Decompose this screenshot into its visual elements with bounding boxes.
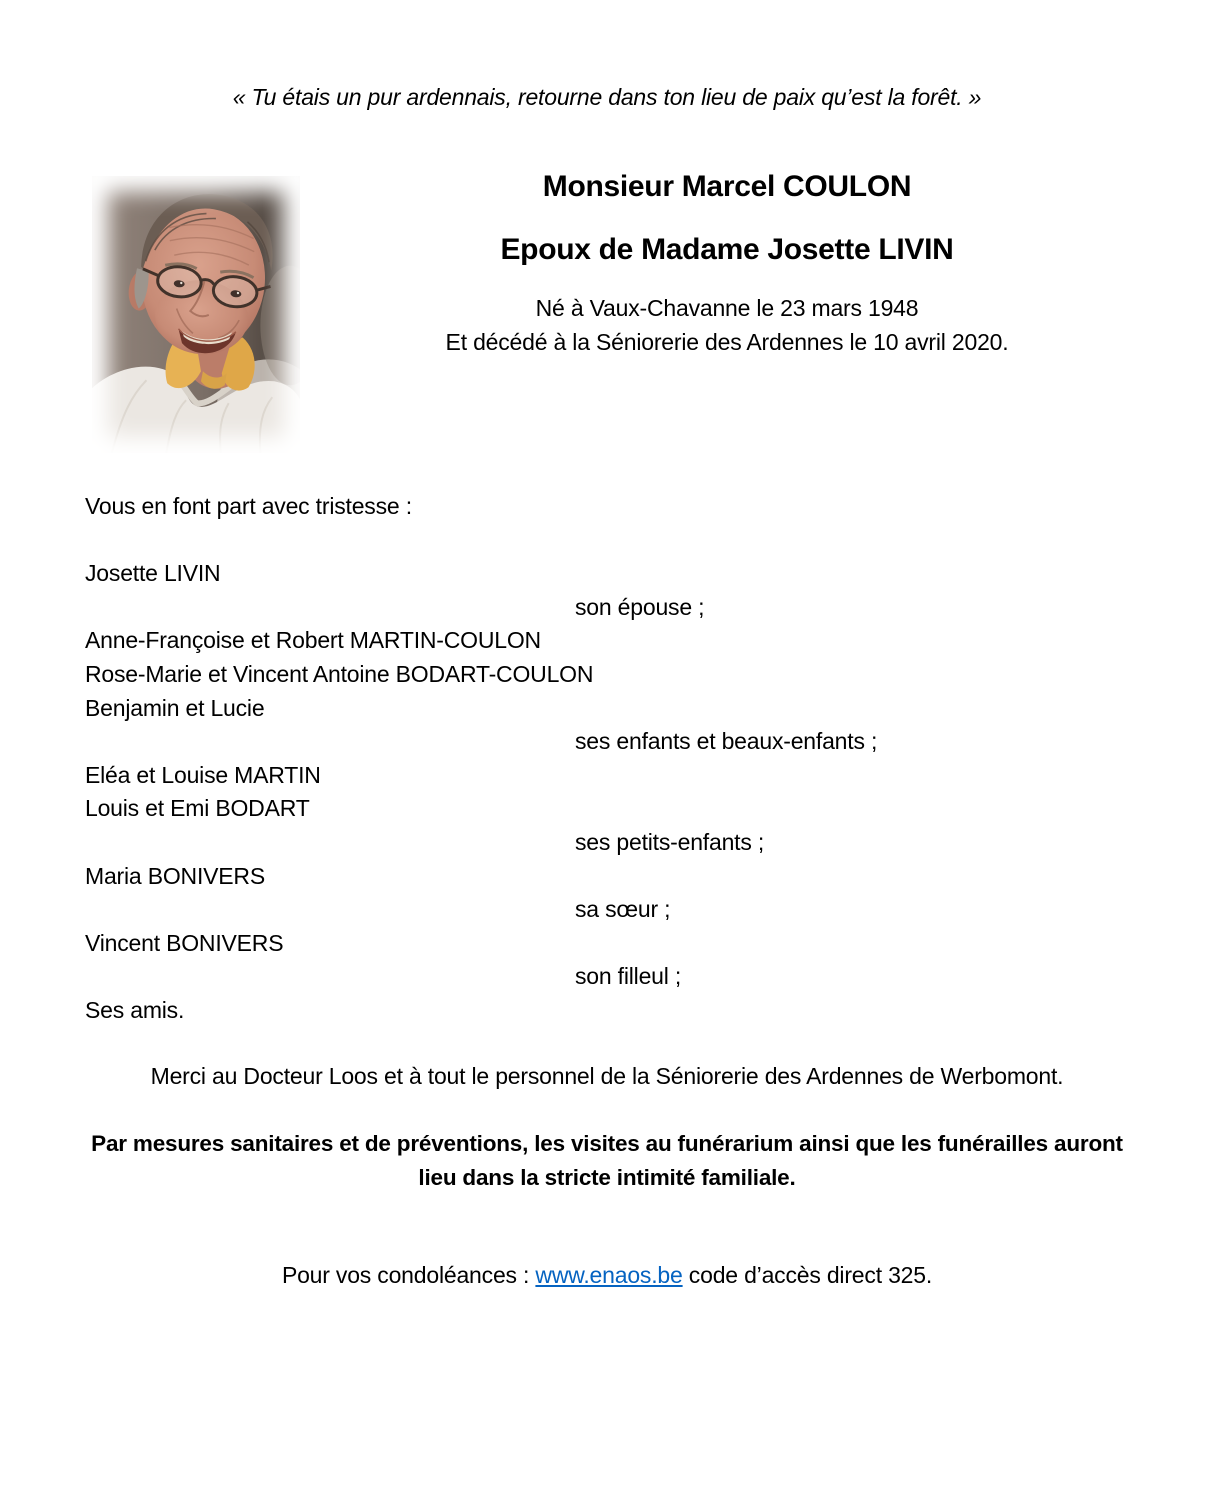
blank-line xyxy=(85,524,1164,558)
thanks-line: Merci au Docteur Loos et à tout le personnel de la Séniorerie des Ardennes de Werbomont. xyxy=(150,1063,1064,1089)
relation-spouse: son épouse ; xyxy=(575,593,705,620)
relation-sister: sa sœur ; xyxy=(575,896,671,923)
memorial-quote: « Tu étais un pur ardennais, retourne dans ton lieu de paix qu’est la forêt. » xyxy=(232,84,982,110)
name-line-louis-emi: Louis et Emi BODART xyxy=(85,795,310,822)
intro-line: Vous en font part avec tristesse : xyxy=(85,493,412,519)
spouse-line: Epoux de Madame Josette LIVIN xyxy=(500,233,954,266)
condolences-prefix: Pour vos condoléances : xyxy=(281,1262,536,1288)
sanitary-notice-line1: Par mesures sanitaires et de préventions, les visites au funérarium ainsi que les funérailles auront xyxy=(91,1131,1123,1156)
portrait-photo xyxy=(92,176,300,453)
deceased-header xyxy=(300,170,1154,359)
sanitary-notice-line2: lieu dans la stricte intimité familiale. xyxy=(418,1165,796,1190)
announcement-block xyxy=(85,490,1164,1028)
death-line: Et décédé à la Séniorerie des Ardennes le 10 avril 2020. xyxy=(445,329,1009,355)
name-line-elea-louise: Eléa et Louise MARTIN xyxy=(85,761,321,788)
relation-grandchildren: ses petits-enfants ; xyxy=(575,828,765,855)
relation-children: ses enfants et beaux-enfants ; xyxy=(575,728,878,755)
enaos-link[interactable]: www.enaos.be xyxy=(535,1262,683,1288)
vital-dates xyxy=(300,291,1154,359)
closing-line: Ses amis. xyxy=(85,996,185,1023)
name-line-bodart-coulon: Rose-Marie et Vincent Antoine BODART-COULON xyxy=(85,660,594,687)
relation-godson: son filleul ; xyxy=(575,963,682,990)
deceased-name: Monsieur Marcel COULON xyxy=(542,170,912,203)
name-line-benjamin-lucie: Benjamin et Lucie xyxy=(85,694,265,721)
portrait-photo-image xyxy=(92,176,300,453)
condolences-line xyxy=(0,1262,1214,1289)
condolences-suffix: code d’accès direct 325. xyxy=(682,1262,933,1288)
sanitary-notice xyxy=(0,1127,1214,1195)
name-line-josette-livin: Josette LIVIN xyxy=(85,560,221,587)
birth-line: Né à Vaux-Chavanne le 23 mars 1948 xyxy=(535,295,919,321)
name-line-maria-bonivers: Maria BONIVERS xyxy=(85,862,265,889)
name-line-vincent-bonivers: Vincent BONIVERS xyxy=(85,929,284,956)
name-line-martin-coulon: Anne-Françoise et Robert MARTIN-COULON xyxy=(85,627,541,654)
